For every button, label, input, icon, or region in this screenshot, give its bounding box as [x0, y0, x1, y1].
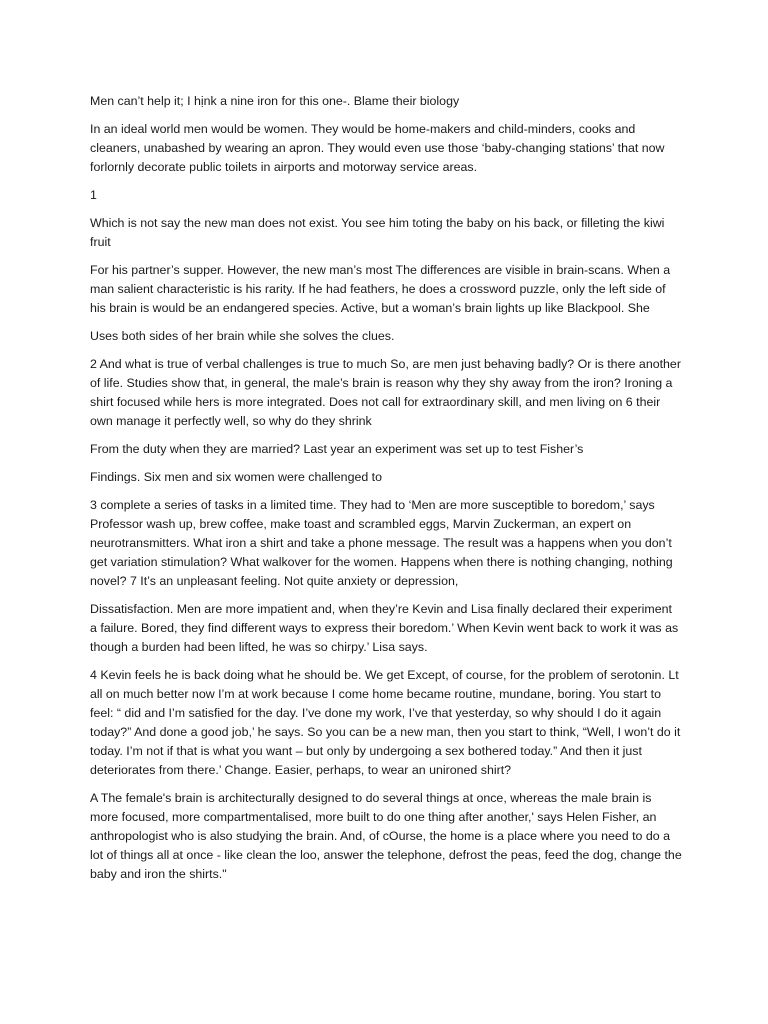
paragraph-dissatisfaction: Dissatisfaction. Men are more impatient and, when they’re Kevin and Lisa finally declared their experiment a failure. Bored, they find different ways to express their boredom.’ When Kevin went back to work it was as though a burden had been lifted, he was so chirpy.’ Lisa says. — [90, 602, 679, 654]
paragraph-partner-supper: For his partner’s supper. However, the new man’s most The differences are visible in brain-scans. When a man salient characteristic is his rarity. If he had feathers, he does a crossword puzzle, only the left side of his brain is would be an endangered species. Active, but a woman’s brain lights up like Blackpool. She — [90, 263, 671, 315]
paragraph-both-sides: Uses both sides of her brain while she solves the clues. — [90, 329, 395, 343]
section-number-1: 1 — [90, 188, 97, 202]
document-body — [90, 92, 682, 893]
paragraph-kevin: 4 Kevin feels he is back doing what he should be. We get Except, of course, for the problem of serotonin. Lt all on much better now I’m at work because I come home became routine, mundane, boring. You start to feel: “ did and I’m satisfied for the day. I’ve done my work, I’ve that yesterday, so why should I do it again today?” And done a good job,’ he says. So you can be a new man, then you start to think, “Well, I won’t do it today. I’m not if that is what you want – but only by undergoing a sex bothered today.” And then it just deteriorates from there.’ Change. Easier, perhaps, to wear an unironed shirt? — [90, 668, 681, 777]
paragraph-female-brain: A The female's brain is architecturally designed to do several things at once, whereas the male brain is more focused, more compartmentalised, more built to do one thing after another,' says Helen Fisher, an anthropologist who is also studying the brain. And, of cOurse, the home is a place where you need to do a lot of things all at once - like clean the loo, answer the telephone, defrost the peas, feed the dog, change the baby and iron the shirts." — [90, 791, 682, 881]
paragraph-tasks: 3 complete a series of tasks in a limited time. They had to ‘Men are more susceptible to boredom,’ says Professor wash up, brew coffee, make toast and scrambled eggs, Marvin Zuckerman, an expert on neurotransmitters. What iron a shirt and take a phone message. The result was a happens when you don’t get variation stimulation? What walkover for the women. Happens when there is nothing changing, nothing novel? 7 It’s an unpleasant feeling. Not quite anxiety or depression, — [90, 498, 673, 588]
paragraph-verbal-challenges: 2 And what is true of verbal challenges is true to much So, are men just behaving badly? Or is there another of life. Studies show that, in general, the male’s brain is reason why they shy away from the iron? Ironing a shirt focused while hers is more integrated. Does not call for extraordinary skill, and men living on 6 their own manage it perfectly well, so why do they shrink — [90, 357, 681, 428]
paragraph-findings: Findings. Six men and six women were challenged to — [90, 470, 383, 484]
paragraph-duty: From the duty when they are married? Last year an experiment was set up to test Fisher’s — [90, 442, 584, 456]
paragraph-ideal-world: In an ideal world men would be women. They would be home-makers and child-minders, cooks and cleaners, unabashed by wearing an apron. They would even use those ‘baby-changing stations’ that now forlornly decorate public toilets in airports and motorway service areas. — [90, 122, 665, 174]
paragraph-new-man: Which is not say the new man does not exist. You see him toting the baby on his back, or filleting the kiwi fruit — [90, 216, 665, 249]
document-title-line: Men can’t help it; I hịnk a nine iron for this one-. Blame their biology — [90, 94, 460, 108]
